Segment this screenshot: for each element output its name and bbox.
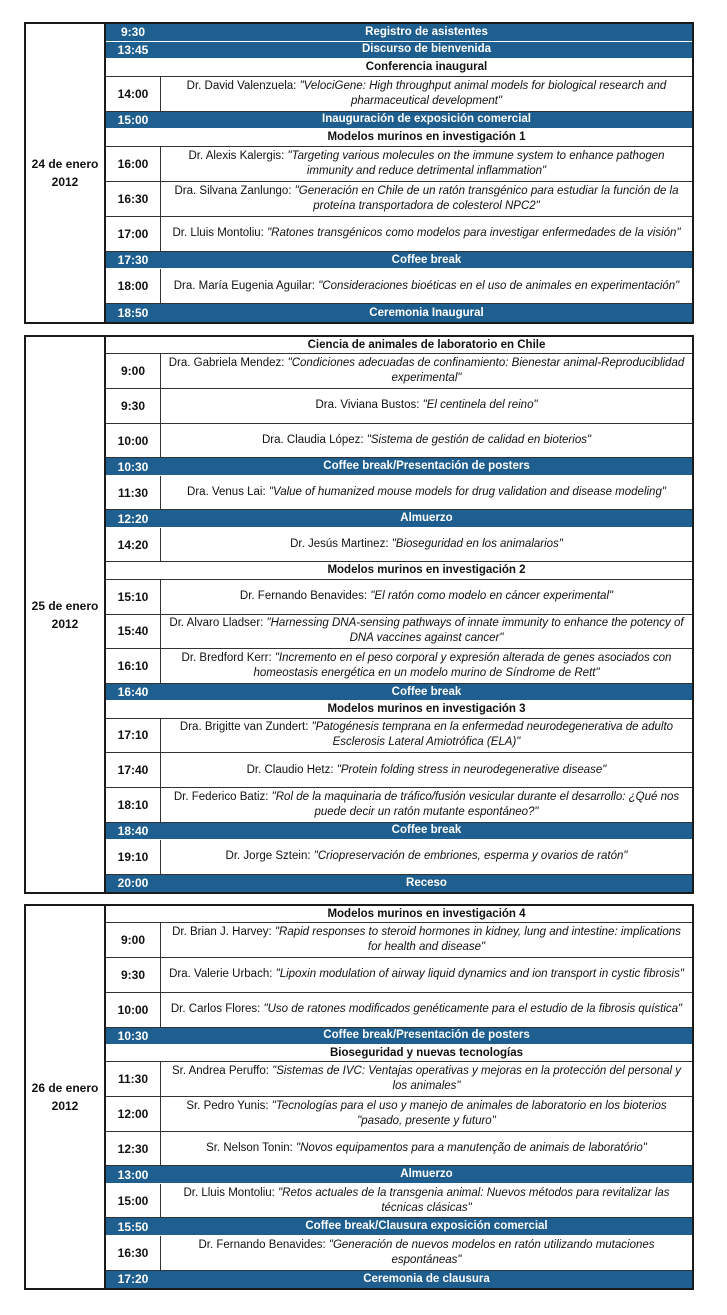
talk-title: "Rapid responses to steroid hormones in kidney, lung and intestine: implications for health and disease" xyxy=(274,926,681,954)
speaker-name: Dr. David Valenzuela: xyxy=(186,79,300,92)
time-cell: 18:00 xyxy=(106,269,161,303)
section-title: Bioseguridad y nuevas tecnologías xyxy=(330,1046,523,1059)
talk-description xyxy=(161,1062,692,1096)
time-cell: 16:10 xyxy=(106,649,161,683)
talk-title: "Novos equipamentos para a manutenção de animais de laboratório" xyxy=(296,1142,647,1155)
talk-title: "Bioseguridad en los animalarios" xyxy=(391,538,563,551)
talk-description xyxy=(161,1132,692,1166)
section-title: Conferencia inaugural xyxy=(365,60,488,73)
talk-title: "Uso de ratones modificados genéticamente para el estudio de la fibrosis quística" xyxy=(263,1003,683,1016)
time-cell: 15:50 xyxy=(106,1218,161,1234)
talk-title: "El centinela del reino" xyxy=(422,399,538,412)
time-cell: 12:30 xyxy=(106,1132,161,1166)
time-cell: 11:30 xyxy=(106,1062,161,1096)
talk-title: "Protein folding stress in neurodegenerative disease" xyxy=(336,763,607,776)
time-cell: 9:00 xyxy=(106,923,161,957)
talk-text xyxy=(165,1238,688,1268)
time-cell: 16:40 xyxy=(106,684,161,700)
break-row xyxy=(106,24,692,42)
day-label-year: 2012 xyxy=(51,616,79,631)
time-cell: 15:10 xyxy=(106,580,161,614)
talk-row xyxy=(106,1184,692,1219)
talk-row xyxy=(106,354,692,389)
time-cell: 14:20 xyxy=(106,528,161,562)
talk-row xyxy=(106,788,692,823)
break-row xyxy=(106,112,692,130)
section-header-row xyxy=(106,562,692,579)
talk-title: "Generación de nuevos modelos en ratón utilizando mutaciones espontáneas" xyxy=(328,1238,655,1266)
break-row xyxy=(106,875,692,892)
time-cell: 16:00 xyxy=(106,147,161,181)
speaker-name: Dr. Carlos Flores: xyxy=(170,1003,264,1016)
time-cell: 18:10 xyxy=(106,788,161,822)
talk-row xyxy=(106,1097,692,1132)
talk-text xyxy=(165,790,688,820)
time-cell: 9:30 xyxy=(106,24,161,41)
talk-row xyxy=(106,1236,692,1271)
talk-title: "VelociGene: High throughput animal models for biological research and pharmaceutical development" xyxy=(299,79,667,107)
talk-row xyxy=(106,77,692,112)
day-label-year: 2012 xyxy=(51,1099,79,1113)
talk-text xyxy=(247,763,607,778)
section-title: Modelos murinos en investigación 3 xyxy=(327,702,526,715)
day-block xyxy=(24,22,694,324)
talk-title: "El ratón como modelo en cáncer experimental" xyxy=(370,590,614,603)
time-cell: 19:10 xyxy=(106,840,161,874)
talk-description xyxy=(161,182,692,216)
time-cell: 12:00 xyxy=(106,1097,161,1131)
section-header-row xyxy=(106,59,692,77)
speaker-name: Dr. Alvaro Lladser: xyxy=(169,617,267,630)
time-cell: 15:00 xyxy=(106,1184,161,1218)
section-header-row xyxy=(106,906,692,923)
talk-text xyxy=(290,537,563,552)
time-cell: 16:30 xyxy=(106,182,161,216)
day-label-year: 2012 xyxy=(51,175,79,189)
talk-description xyxy=(161,1184,692,1218)
break-title: Coffee break/Presentación de posters xyxy=(323,1029,530,1042)
talk-text xyxy=(165,79,688,109)
time-cell: 12:20 xyxy=(106,510,161,526)
speaker-name: Sr. Andrea Peruffo: xyxy=(171,1065,273,1078)
talk-row xyxy=(106,615,692,650)
talk-description xyxy=(161,528,692,562)
talk-text xyxy=(165,651,688,681)
time-cell: 17:40 xyxy=(106,753,161,787)
break-row xyxy=(106,510,692,527)
talk-text xyxy=(165,1186,688,1216)
talk-row xyxy=(106,476,692,511)
talk-text xyxy=(165,184,688,214)
talk-description xyxy=(161,615,692,649)
section-title: Modelos murinos en investigación 2 xyxy=(327,564,526,577)
break-row xyxy=(106,252,692,270)
talk-description xyxy=(161,217,692,251)
time-cell: 10:30 xyxy=(106,1028,161,1044)
speaker-name: Dr. Fernando Benavides: xyxy=(239,590,371,603)
talk-text xyxy=(165,1064,688,1094)
talk-row xyxy=(106,1062,692,1097)
talk-row xyxy=(106,958,692,993)
break-title: Coffee break xyxy=(391,824,462,837)
speaker-name: Dr. Lluis Montoliu: xyxy=(183,1186,279,1199)
time-cell: 13:00 xyxy=(106,1166,161,1182)
time-cell: 17:30 xyxy=(106,252,161,269)
talk-text xyxy=(315,398,537,413)
speaker-name: Dr. Jesús Martinez: xyxy=(290,538,392,551)
speaker-name: Dra. María Eugenia Aguilar: xyxy=(173,279,319,292)
speaker-name: Dra. Gabriela Mendez: xyxy=(168,357,288,370)
talk-description xyxy=(161,354,692,388)
day-block xyxy=(24,904,694,1290)
day-block xyxy=(24,335,694,894)
break-row xyxy=(106,42,692,60)
section-header-row xyxy=(106,337,692,354)
break-row xyxy=(106,458,692,475)
talk-text xyxy=(226,849,628,864)
talk-title: "Retos actuales de la transgenia animal: Nuevos métodos para revitalizar las técnicas clásicas" xyxy=(278,1186,670,1214)
talk-text xyxy=(262,433,591,448)
speaker-name: Dra. Viviana Bustos: xyxy=(315,399,423,412)
day-label-date: 24 de enero xyxy=(31,157,99,171)
talk-title: "Sistemas de IVC: Ventajas operativas y mejoras en la protección del personal y los animales" xyxy=(272,1065,682,1093)
speaker-name: Dr. Claudio Hetz: xyxy=(246,763,337,776)
talk-title: "Sistema de gestión de calidad en bioterios" xyxy=(366,434,592,447)
speaker-name: Dra. Venus Lai: xyxy=(187,486,269,499)
schedule-rows xyxy=(106,24,692,322)
time-cell: 9:30 xyxy=(106,958,161,992)
talk-row xyxy=(106,580,692,615)
break-row xyxy=(106,1028,692,1045)
talk-row xyxy=(106,147,692,182)
talk-text xyxy=(165,720,688,750)
talk-row xyxy=(106,840,692,875)
break-title: Ceremonia Inaugural xyxy=(369,306,484,319)
time-cell: 16:30 xyxy=(106,1236,161,1270)
time-cell: 18:50 xyxy=(106,304,161,322)
time-cell: 10:00 xyxy=(106,993,161,1027)
day-label-date: 25 de enero xyxy=(31,598,99,613)
talk-text xyxy=(165,149,688,179)
time-cell: 10:00 xyxy=(106,424,161,458)
talk-row xyxy=(106,1132,692,1167)
speaker-name: Sr. Pedro Yunis: xyxy=(186,1099,272,1112)
talk-row xyxy=(106,528,692,563)
talk-text xyxy=(165,616,688,646)
talk-title: "Incremento en el peso corporal y expresión alterada de genes asociados con homeostasis energética en un modelo murino de Síndrome de Rett" xyxy=(253,652,672,680)
talk-description xyxy=(161,1097,692,1131)
break-title: Almuerzo xyxy=(400,512,453,525)
section-header-row xyxy=(106,1045,692,1062)
break-title: Discurso de bienvenida xyxy=(361,43,492,56)
talk-text xyxy=(165,1099,688,1129)
day-label xyxy=(26,337,106,892)
talk-text xyxy=(174,279,680,294)
talk-description xyxy=(161,1236,692,1270)
talk-text xyxy=(206,1141,647,1156)
speaker-name: Dra. Claudia López: xyxy=(261,434,367,447)
time-cell: 13:45 xyxy=(106,42,161,59)
talk-text xyxy=(171,1002,682,1017)
talk-title: "Targeting various molecules on the immune system to enhance pathogen immunity and reduce detrimental inflammation" xyxy=(287,149,665,177)
talk-row xyxy=(106,993,692,1028)
talk-title: "Lipoxin modulation of airway liquid dynamics and ion transport in cystic fibrosis" xyxy=(275,968,684,981)
talk-text xyxy=(240,589,613,604)
speaker-name: Dra. Valerie Urbach: xyxy=(169,968,276,981)
break-title: Almuerzo xyxy=(400,1168,453,1181)
talk-text xyxy=(172,226,680,241)
talk-title: "Criopreservación de embriones, esperma y ovarios de ratón" xyxy=(313,850,628,863)
time-cell: 10:30 xyxy=(106,458,161,474)
talk-title: "Consideraciones bioéticas en el uso de animales en experimentación" xyxy=(318,279,680,292)
talk-row xyxy=(106,269,692,304)
talk-description xyxy=(161,649,692,683)
time-cell: 15:00 xyxy=(106,112,161,129)
section-title: Modelos murinos en investigación 1 xyxy=(327,130,526,143)
speaker-name: Dra. Silvana Zanlungo: xyxy=(174,184,295,197)
talk-row xyxy=(106,389,692,424)
time-cell: 17:10 xyxy=(106,719,161,753)
break-row xyxy=(106,823,692,840)
time-cell: 11:30 xyxy=(106,476,161,510)
talk-text xyxy=(165,356,688,386)
day-label xyxy=(26,24,106,322)
time-cell: 17:20 xyxy=(106,1271,161,1288)
talk-title: "Tecnologías para el uso y manejo de animales de laboratorio en los bioterios "pasado, presente y futuro" xyxy=(271,1099,667,1127)
time-cell: 17:00 xyxy=(106,217,161,251)
break-title: Coffee break xyxy=(391,685,462,698)
talk-description xyxy=(161,147,692,181)
talk-description xyxy=(161,840,692,874)
time-cell: 18:40 xyxy=(106,823,161,839)
talk-description xyxy=(161,788,692,822)
talk-description xyxy=(161,923,692,957)
speaker-name: Dr. Bredford Kerr: xyxy=(181,652,275,665)
talk-row xyxy=(106,719,692,754)
speaker-name: Dr. Federico Batiz: xyxy=(173,790,272,803)
section-title: Modelos murinos en investigación 4 xyxy=(327,907,526,920)
break-title: Inauguración de exposición comercial xyxy=(322,113,531,126)
break-title: Receso xyxy=(406,876,447,889)
talk-description xyxy=(161,753,692,787)
break-row xyxy=(106,1271,692,1288)
break-row xyxy=(106,684,692,701)
talk-title: "Rol de la maquinaria de tráfico/fusión vesicular durante el desarrollo: ¿Qué nos puede decir un ratón mutante espontáneo?" xyxy=(271,790,680,818)
talk-title: "Harnessing DNA-sensing pathways of innate immunity to enhance the potency of DNA vaccines against cancer" xyxy=(266,617,684,645)
time-cell: 9:00 xyxy=(106,354,161,388)
talk-description xyxy=(161,389,692,423)
section-header-row xyxy=(106,701,692,718)
break-row xyxy=(106,1218,692,1235)
break-row xyxy=(106,304,692,322)
talk-text xyxy=(187,485,666,500)
speaker-name: Dr. Brian J. Harvey: xyxy=(172,926,275,939)
talk-text xyxy=(169,967,684,982)
talk-description xyxy=(161,958,692,992)
schedule-rows xyxy=(106,906,692,1288)
break-title: Coffee break xyxy=(391,253,462,266)
break-title: Ceremonia de clausura xyxy=(363,1272,490,1285)
talk-text xyxy=(165,925,688,955)
speaker-name: Sr. Nelson Tonin: xyxy=(206,1142,297,1155)
talk-title: "Generación en Chile de un ratón transgénico para estudiar la función de la proteína transportadora de colesterol NPC2" xyxy=(294,184,679,212)
break-row xyxy=(106,1166,692,1183)
schedule-rows xyxy=(106,337,692,892)
talk-title: "Value of humanized mouse models for drug validation and disease modeling" xyxy=(268,486,666,499)
day-label xyxy=(26,906,106,1288)
speaker-name: Dr. Jorge Sztein: xyxy=(225,850,314,863)
speaker-name: Dr. Lluis Montoliu: xyxy=(172,227,268,240)
talk-title: "Ratones transgénicos como modelos para investigar enfermedades de la visión" xyxy=(267,227,681,240)
talk-row xyxy=(106,182,692,217)
time-cell: 14:00 xyxy=(106,77,161,111)
speaker-name: Dra. Brigitte van Zundert: xyxy=(179,721,312,734)
talk-description xyxy=(161,580,692,614)
talk-row xyxy=(106,923,692,958)
time-cell: 9:30 xyxy=(106,389,161,423)
break-title: Coffee break/Clausura exposición comercial xyxy=(305,1220,548,1233)
speaker-name: Dr. Alexis Kalergis: xyxy=(188,149,288,162)
talk-description xyxy=(161,476,692,510)
time-cell: 15:40 xyxy=(106,615,161,649)
break-title: Coffee break/Presentación de posters xyxy=(323,460,530,473)
talk-row xyxy=(106,424,692,459)
talk-row xyxy=(106,217,692,252)
talk-description xyxy=(161,424,692,458)
talk-description xyxy=(161,719,692,753)
talk-description xyxy=(161,993,692,1027)
talk-description xyxy=(161,269,692,303)
section-header-row xyxy=(106,129,692,147)
speaker-name: Dr. Fernando Benavides: xyxy=(198,1238,329,1251)
talk-title: "Condiciones adecuadas de confinamiento: Bienestar animal-Reproduciblidad experimental" xyxy=(287,357,685,385)
talk-title: "Patogénesis temprana en la enfermedad neurodegenerativa de adulto Esclerosis Lateral Amiotrófica (ELA)" xyxy=(311,721,674,749)
talk-description xyxy=(161,77,692,111)
section-title: Ciencia de animales de laboratorio en Chile xyxy=(307,338,546,351)
time-cell: 20:00 xyxy=(106,875,161,892)
talk-row xyxy=(106,649,692,684)
break-title: Registro de asistentes xyxy=(365,25,488,38)
talk-row xyxy=(106,753,692,788)
day-label-date: 26 de enero xyxy=(31,1081,99,1095)
